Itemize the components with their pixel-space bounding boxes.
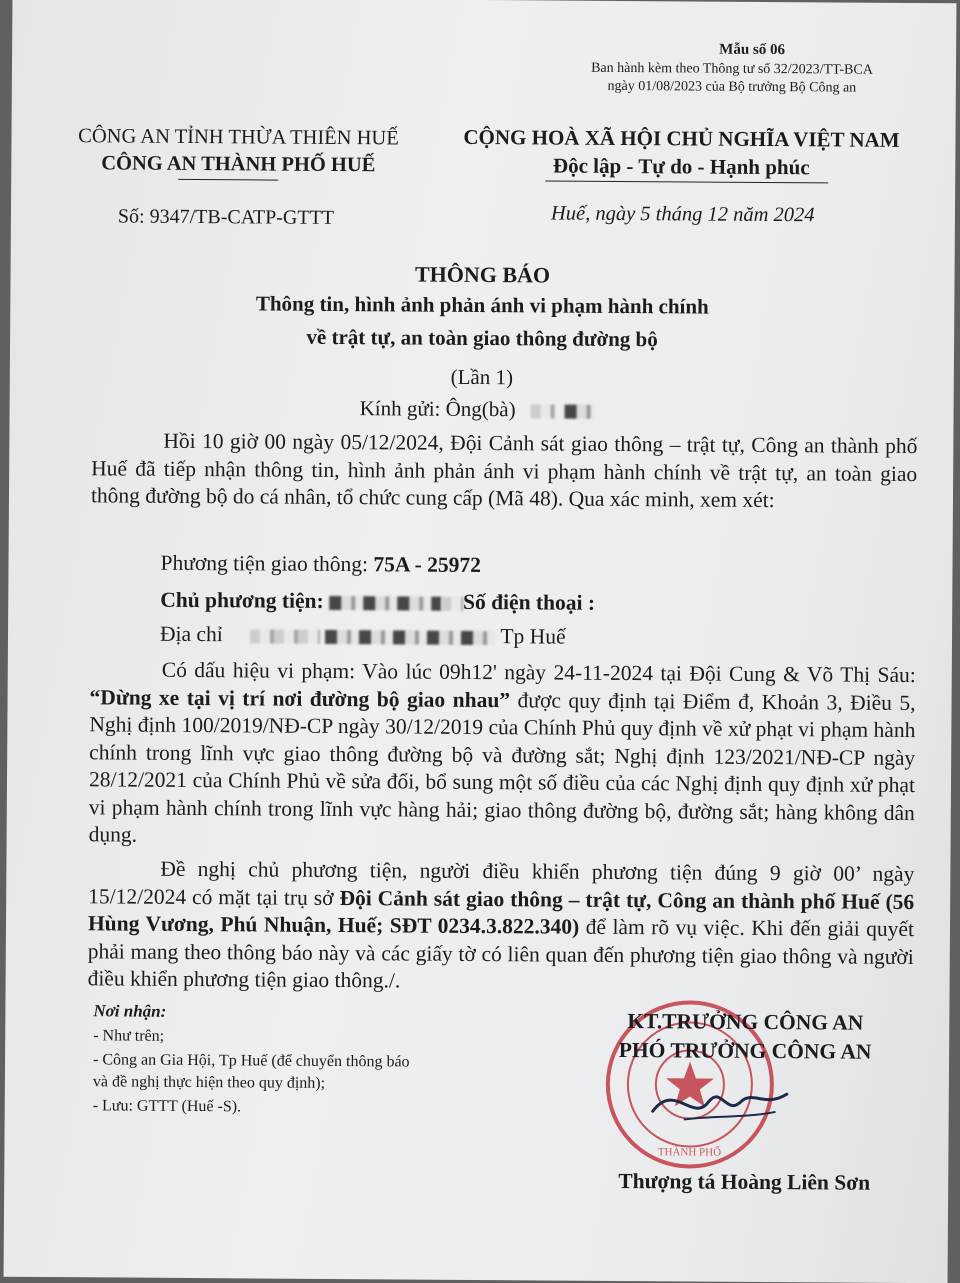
redacted-address-2 [325,630,495,645]
sign-title-1: KT.TRƯỞNG CÔNG AN [627,1009,864,1035]
address-line [160,622,566,650]
intro-paragraph: Hồi 10 giờ 00 ngày 05/12/2024, Đội Cảnh sát giao thông – trật tự, Công an thành phố Huế đã tiếp nhận thông tin, hình ảnh phản ánh vi phạm hành chính về trật tự, an toàn giao thông đường bộ do cá nhân, tổ chức cung cấp (Mã 48). Qua xác minh, xem xét: [90,428,918,513]
request-paragraph [88,855,915,998]
motto-underline [545,180,828,183]
owner-label: Chủ phương tiện: [160,587,330,613]
vehicle-line [160,551,481,578]
violation-lead: Có dấu hiệu vi phạm: Vào lúc 09h12' ngày 24-11-2024 tại Đội Cung & Võ Thị Sáu: [161,657,916,688]
place-date: Huế, ngày 5 tháng 12 năm 2024 [550,202,815,227]
recipient-line [360,396,595,423]
recipients-label: Nơi nhận: [93,1001,167,1021]
document-number: Số: 9347/TB-CATP-GTTT [117,205,335,229]
request-lead: Đề nghị chủ phương tiện, người điều khiển phương tiện đúng 9 giờ 00’ ngày 15/12/2024 có mặt tại trụ sở [88,856,915,910]
request-rest: để làm rõ vụ việc. Khi đến giải quyết phải mang theo thông báo này và các giấy tờ có liên quan đến phương tiện giao thông và người điều khiển phương tiện giao thông./. [87,914,915,993]
vehicle-plate: 75A - 25972 [373,552,482,578]
violation-paragraph [89,656,916,854]
document-subtitle-2: về trật tự, an toàn giao thông đường bộ [306,324,658,352]
request-place: Đội Cảnh sát giao thông – trật tự, Công an thành phố Huế (56 Hùng Vương, Phú Nhuận, Huế; SĐT 0234.3.822.340) [87,885,915,939]
handwritten-signature [645,1071,795,1132]
recipient-label: Kính gửi: Ông(bà) [359,396,516,422]
redacted-recipient-2 [564,405,594,419]
document-subtitle-1: Thông tin, hình ảnh phản ánh vi phạm hành chính [255,291,709,319]
form-issued-line2: ngày 01/08/2023 của Bộ trưởng Bộ Công an [607,78,857,96]
agency-name: CÔNG AN THÀNH PHỐ HUẾ [101,152,376,177]
phone-label: Số điện thoại : [462,589,596,615]
seal-text: THÀNH PHỐ [657,1146,722,1159]
round-number: (Lần 1) [450,364,514,390]
signer-name: Thượng tá Hoàng Liên Sơn [618,1168,871,1195]
document-page [4,0,957,1283]
address-label: Địa chỉ [159,621,223,647]
owner-line [160,588,595,616]
nation-title: CỘNG HOÀ XÃ HỘI CHỦ NGHĨA VIỆT NAM [463,124,900,152]
violation-name: “Dừng xe tại vị trí nơi đường bộ giao nhau” [89,684,511,712]
sign-title-2: PHÓ TRƯỞNG CÔNG AN [618,1037,872,1064]
recipient-item: - Lưu: GTTT (Huế -S). [92,1097,242,1116]
vehicle-label: Phương tiện giao thông: [160,550,374,577]
redacted-owner-name-2 [441,597,463,611]
form-number: Mẫu số 06 [719,41,786,59]
agency-parent: CÔNG AN TỈNH THỪA THIÊN HUẾ [78,125,399,150]
nation-motto: Độc lập - Tự do - Hạnh phúc [552,153,810,180]
recipient-item: và đề nghị thực hiện theo quy định); [92,1073,326,1092]
form-issued-line1: Ban hành kèm theo Thông tư số 32/2023/TT-BCA [591,60,873,78]
recipient-item: - Công an Gia Hội, Tp Huế (để chuyển thông báo [93,1051,410,1071]
document-title: THÔNG BÁO [414,261,551,288]
redacted-address-1 [250,629,320,643]
violation-legal-basis: được quy định tại Điểm đ, Khoản 3, Điều 5, Nghị định 100/2019/NĐ-CP ngày 30/12/2019 của Chính Phủ quy định về xử phạt vi phạm hành chính trong lĩnh vực giao thông đường bộ và đường sắt; Nghị định 123/2021/NĐ-CP ngày 28/12/2021 của Chính Phủ về sửa đổi, bổ sung một số điều của các Nghị định quy định xử phạt vi phạm hành chính trong lĩnh vực hàng hải; giao thông đường bộ, đường sắt; hàng không dân dụng. [88,687,916,847]
agency-underline [178,179,278,181]
redacted-owner-name [329,596,441,611]
address-city: Tp Huế [500,624,566,649]
recipient-item: - Như trên; [93,1027,165,1045]
redacted-recipient [531,405,555,419]
